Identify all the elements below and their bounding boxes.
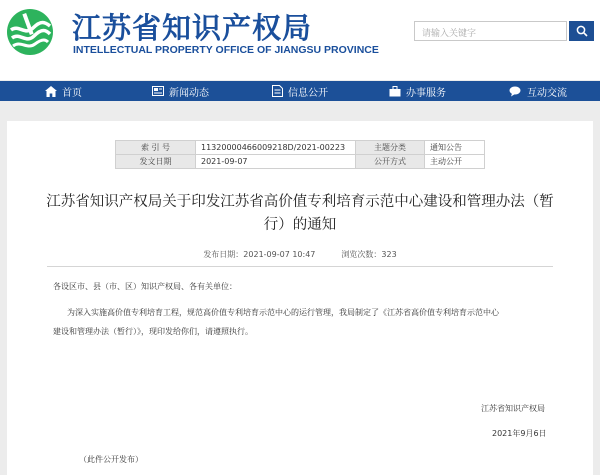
sign-date: 2021年9月6日 bbox=[492, 429, 547, 438]
meta-disclosure-label: 公开方式 bbox=[356, 155, 425, 169]
meta-date-value: 2021-09-07 bbox=[196, 155, 356, 169]
site-title-cn[interactable]: 江苏省知识产权局 bbox=[72, 11, 313, 45]
document-meta-table bbox=[115, 140, 485, 169]
article-info bbox=[7, 249, 593, 260]
search-icon bbox=[576, 25, 588, 37]
nav-item-home[interactable] bbox=[45, 81, 82, 101]
table-row bbox=[116, 141, 485, 155]
publish-note: （此件公开发布） bbox=[79, 455, 143, 464]
info-icon bbox=[272, 85, 283, 97]
meta-disclosure-value: 主动公开 bbox=[425, 155, 485, 169]
search-input[interactable]: 请输入关键字 bbox=[414, 21, 567, 41]
meta-index-value: 11320000466009218D/2021-00223 bbox=[196, 141, 356, 155]
nav-label-home: 首页 bbox=[62, 87, 82, 99]
nav-item-service[interactable] bbox=[389, 81, 446, 101]
site-header bbox=[0, 0, 600, 80]
search-button[interactable] bbox=[569, 21, 594, 41]
chat-icon bbox=[509, 86, 522, 97]
nav-label-news: 新闻动态 bbox=[169, 87, 209, 99]
nav-item-info[interactable] bbox=[272, 81, 328, 101]
table-row bbox=[116, 155, 485, 169]
publish-time: 发布日期：2021-09-07 10:47 bbox=[203, 250, 316, 259]
body-line-2: 建设和管理办法（暂行）》，现印发给你们，请遵照执行。 bbox=[53, 327, 253, 336]
meta-topic-label: 主题分类 bbox=[356, 141, 425, 155]
meta-topic-value: 通知公告 bbox=[425, 141, 485, 155]
nav-item-interact[interactable] bbox=[509, 81, 567, 101]
meta-date-label: 发文日期 bbox=[116, 155, 196, 169]
nav-item-news[interactable] bbox=[152, 81, 209, 101]
meta-index-label: 索 引 号 bbox=[116, 141, 196, 155]
divider bbox=[47, 266, 553, 267]
nav-label-interact: 互动交流 bbox=[527, 87, 567, 99]
article-title bbox=[37, 191, 563, 237]
body-line-1: 为深入实施高价值专利培育工程，规范高价值专利培育示范中心的运行管理，我局制定了《江苏省高价值专利培育示范中心 bbox=[67, 308, 499, 317]
news-icon bbox=[152, 86, 164, 96]
view-count: 浏览次数：323 bbox=[341, 250, 397, 259]
nav-label-info: 信息公开 bbox=[288, 87, 328, 99]
signature: 江苏省知识产权局 bbox=[481, 404, 545, 413]
logo-icon[interactable] bbox=[6, 8, 54, 56]
article-title-line-1: 江苏省知识产权局关于印发江苏省高价值专利培育示范中心建设和管理办法（暂 bbox=[46, 194, 554, 210]
service-icon bbox=[389, 86, 401, 97]
home-icon bbox=[45, 86, 57, 97]
article-title-line-2: 行）的通知 bbox=[263, 217, 337, 233]
article-card bbox=[7, 121, 593, 475]
nav-label-service: 办事服务 bbox=[406, 87, 446, 99]
main-nav bbox=[0, 81, 600, 101]
site-title-en: INTELLECTUAL PROPERTY OFFICE OF JIANGSU PROVINCE bbox=[73, 44, 379, 56]
salutation: 各设区市、县（市、区）知识产权局、各有关单位： bbox=[53, 282, 237, 291]
